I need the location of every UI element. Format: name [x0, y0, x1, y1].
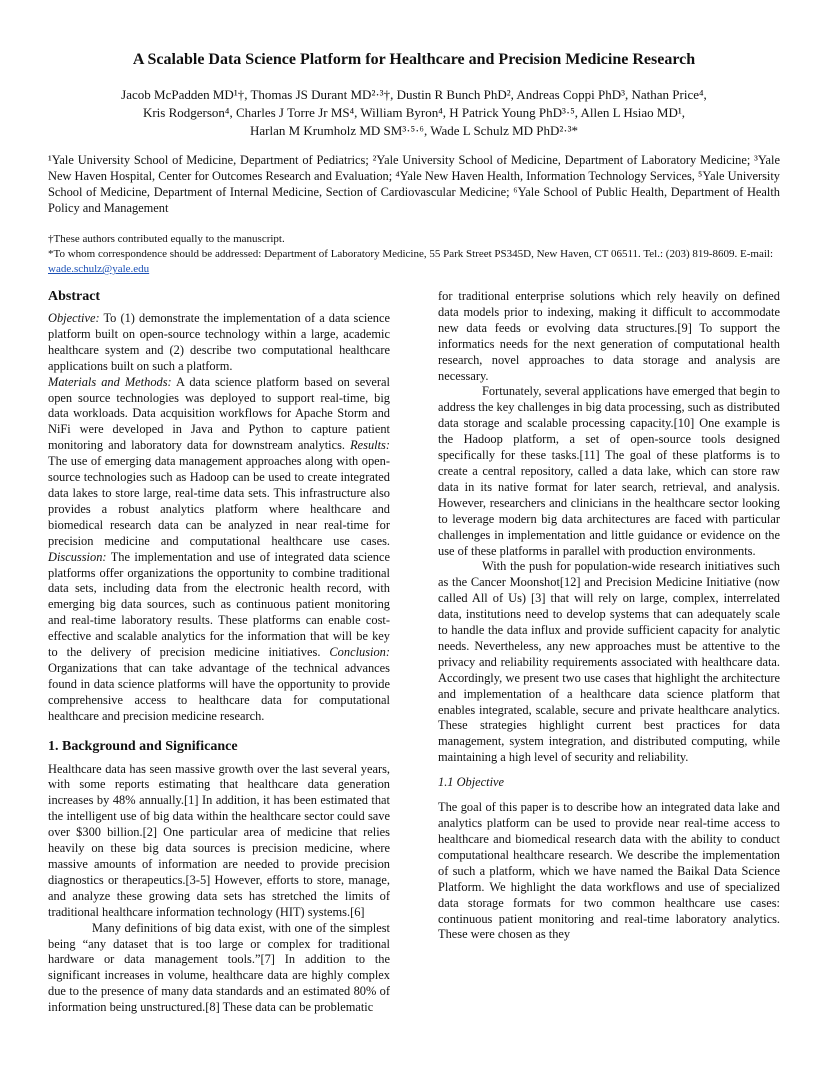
footnotes	[48, 232, 780, 277]
author-list	[60, 86, 768, 140]
paper-title: A Scalable Data Science Platform for Healthcare and Precision Medicine Research	[132, 51, 696, 68]
conclusion-text: Organizations that can take advantage of the technical advances found in data science platforms will have the opportunity to provide comprehensive access to healthcare data for computational healthcare and precision medicine research.	[48, 660, 390, 723]
background-paragraph-2	[48, 921, 390, 1016]
objective-paragraph: The goal of this paper is to describe how an integrated data lake and analytics platform can be used to provide near real-time access to healthcare and biomedical research data with the ability to conduct computational healthcare research. We describe the implementation of such a platform, which we have named the Baikal Data Science Platform. We highlight the data workflows and use of specialized data storage formats for two common healthcare use cases: continuous patient monitoring and real-time laboratory analytics. These were chosen as they	[438, 800, 780, 942]
affiliations: ¹Yale University School of Medicine, Department of Pediatrics; ²Yale University School of Medicine, Department of Laboratory Medicine; ³Yale New Haven Hospital, Center for Outcomes Research and Evaluation; ⁴Yale New Haven Health, Information Technology Services, ⁵Yale University School of Medicine, Department of Internal Medicine, Section of Cardiovascular Medicine; ⁶Yale School of Public Health, Department of Health Policy and Management	[48, 153, 780, 215]
objective-text: To (1) demonstrate the implementation of a data science platform built on open-source technology within a large, academic healthcare system and (2) describe two computational healthcare applications built on such a platform.	[48, 311, 390, 373]
background-paragraph-2-continued: for traditional enterprise solutions which rely heavily on defined data models prior to indexing, making it difficult to accommodate new data feeds or evolving data structures.[9] To support the informatics needs for the next generation of computational health research, novel approaches to data storage and analysis are necessary.	[438, 289, 780, 383]
correspondence-text: *To whom correspondence should be addressed: Department of Laboratory Medicine, 55 Park Street PS345D, New Haven, CT 06511. Tel.: (203) 819-8609. E-mail:	[48, 248, 774, 260]
objective-label: Objective:	[48, 311, 100, 325]
background-heading: 1. Background and Significance	[48, 738, 238, 754]
author-line: Jacob McPadden MD¹†, Thomas JS Durant MD²·³†, Dustin R Bunch PhD², Andreas Coppi PhD³, Nathan Price⁴,	[121, 87, 707, 102]
discussion-label: Discussion:	[48, 549, 107, 564]
methods-label: Materials and Methods:	[48, 374, 172, 389]
objective-heading: 1.1 Objective	[438, 775, 505, 790]
left-column	[48, 288, 390, 1016]
background-paragraph-3: Fortunately, several applications have emerged that begin to address the key challenges in big data processing, such as distributed data storage and scalable processing capacity.[10] One example is the Hadoop platform, a set of open-source tools designed specifically for these tasks.[11] The goal of these platforms is to create a central repository, called a data lake, which can store raw data in its native format for later search, retrieval, and analysis. However, researchers and clinicians in the healthcare sector looking to leverage modern big data architectures are faced with particular challenges in implementation and little guidance or evidence on the use of these platforms in parallel with production environments.	[438, 384, 780, 558]
conclusion-label: Conclusion:	[329, 645, 390, 660]
background-paragraph-4: With the push for population-wide research initiatives such as the Cancer Moonshot[12] and Precision Medicine Initiative (now called All of Us) [3] that will rely on large, complex, interrelated data, institutions need to develop systems that can adequately scale to handle the data influx and provide sufficient capacity for analytic needs. Nevertheless, any new approaches must be attentive to the privacy and reliability requirements associated with healthcare data. Accordingly, we present two use cases that highlight the architecture and implementation of a healthcare data science platform that enables integrated, scalable, secure and private healthcare analytics. These strategies highlight current best practices for data management, system integration, and distributed computing, while maintaining a high level of security and reliability.	[438, 559, 780, 765]
abstract-body	[48, 311, 390, 725]
correspondence-note	[48, 247, 780, 277]
methods-text: A data science platform based on several open source technologies was deployed to support real-time, big data workloads. Data acquisition workflows for Apache Storm and NiFi were developed in Java and Python to capture patient monitoring and laboratory data for downstream analytics.	[48, 374, 390, 453]
results-text: The use of emerging data management approaches along with open-source technologies such as Hadoop can be used to create integrated data lakes to store large, real-time data sets. This infrastructure also provides a robust analytics platform where healthcare and biomedical research data can be analyzed in near real-time for precision medicine and computational healthcare use cases.	[48, 454, 390, 548]
equal-contribution-note: †These authors contributed equally to the manuscript.	[48, 233, 285, 245]
right-column	[438, 289, 780, 943]
author-line: Kris Rodgerson⁴, Charles J Torre Jr MS⁴, William Byron⁴, H Patrick Young PhD³·⁵, Allen L Hsiao MD¹,	[142, 105, 686, 120]
results-label: Results:	[350, 438, 390, 453]
email-link[interactable]: wade.schulz@yale.edu	[48, 263, 150, 275]
paragraph-2-text: Many definitions of big data exist, with one of the simplest being “any dataset that is too large or complex for traditional hardware or data management tools.”[7] In addition to the significant increases in volume, healthcare data are highly complex due to the presence of many data standards and an estimated 80% of information being unstructured.[8] These data can be problematic	[48, 920, 390, 1015]
background-paragraph-1: Healthcare data has seen massive growth over the last several years, with some reports estimating that healthcare data generation increases by 48% annually.[1] In addition, it has been estimated that the intelligent use of big data within the healthcare sector could save over $300 billion.[2] One particular area of medicine that relies heavily on these big data sources is precision medicine, where massive amounts of information are needed to provide precision diagnostics or therapeutics.[3-5] However, efforts to store, manage, and analyze these growing data sets has stretched the limits of traditional healthcare information technology (HIT) systems.[6]	[48, 761, 390, 919]
abstract-heading: Abstract	[48, 289, 101, 304]
discussion-text: The implementation and use of integrated data science platforms offer organizations the opportunity to combine traditional data sets, including data from the electronic health record, with emerging big data sources, such as continuous patient monitoring and real-time laboratory results. These platforms can enable cost-effective and scalable analytics for the information that will be key to the delivery of precision medicine initiatives.	[48, 549, 390, 660]
author-line: Harlan M Krumholz MD SM³·⁵·⁶, Wade L Schulz MD PhD²·³*	[249, 123, 579, 138]
